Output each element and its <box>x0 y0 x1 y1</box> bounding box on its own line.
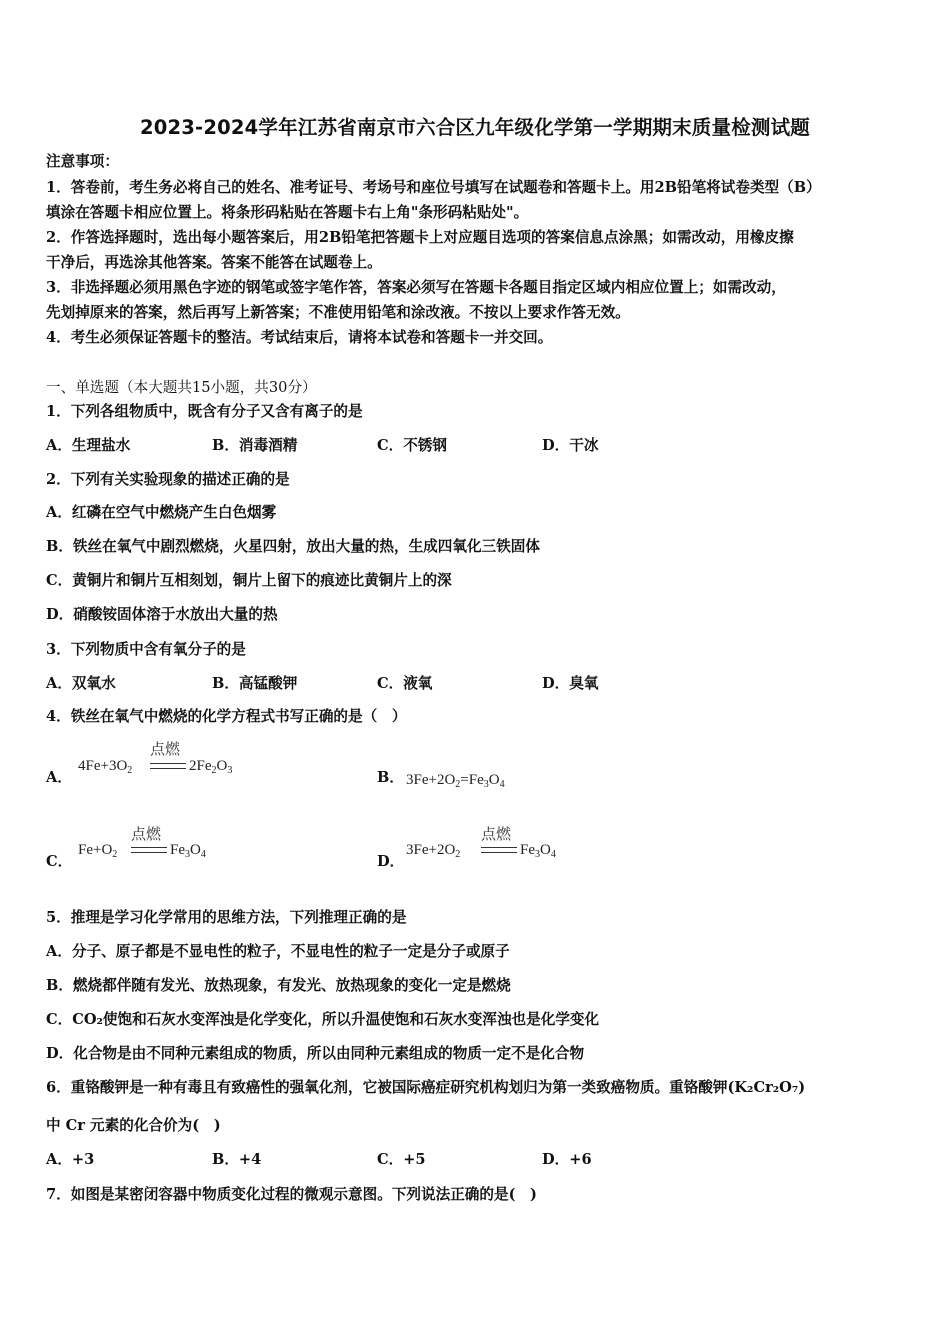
option-c: C．不锈钢 <box>377 437 447 454</box>
option-c: C．+5 <box>377 1151 426 1168</box>
notice-line: 3．非选择题必须用黑色字迹的钢笔或签字笔作答，答案必须写在答题卡各题目指定区域内相应位置上；如需改动， <box>46 279 786 296</box>
notice-line: 先划掉原来的答案，然后再写上新答案；不准使用铅笔和涂改液。不按以上要求作答无效。 <box>46 304 630 321</box>
section-heading: 一、单选题（本大题共15小题，共30分） <box>46 379 317 396</box>
question-stem: 5．推理是学习化学常用的思维方法，下列推理正确的是 <box>46 909 407 926</box>
option-a: A．生理盐水 <box>46 437 131 454</box>
option-a: A．双氧水 <box>46 675 116 692</box>
option-a: A．+3 <box>46 1151 95 1168</box>
condition-ignite: 点燃 <box>150 740 181 758</box>
condition-ignite: 点燃 <box>131 825 162 843</box>
option-b: B．消毒酒精 <box>212 437 298 454</box>
notice-line: 2．作答选择题时，选出每小题答案后，用2B铅笔把答题卡上对应题目选项的答案信息点涂黑；如需改动，用橡皮擦 <box>46 229 794 246</box>
notice-line: 填涂在答题卡相应位置上。将条形码粘贴在答题卡右上角"条形码粘贴处"。 <box>46 204 529 221</box>
page-title: 2023-2024学年江苏省南京市六合区九年级化学第一学期期末质量检测试题 <box>139 116 811 139</box>
option-d: D．化合物是由不同种元素组成的物质，所以由同种元素组成的物质一定不是化合物 <box>46 1045 585 1062</box>
question-stem: 1．下列各组物质中，既含有分子又含有离子的是 <box>46 403 363 420</box>
double-line-arrow <box>150 763 186 769</box>
option-b: B．高锰酸钾 <box>212 675 298 692</box>
equation-a-left: $4Fe+3O_2$ <box>78 758 133 776</box>
option-d: D．臭氧 <box>542 675 599 692</box>
option-b: B．燃烧都伴随有发光、放热现象，有发光、放热现象的变化一定是燃烧 <box>46 977 511 994</box>
question-stem: 4．铁丝在氧气中燃烧的化学方程式书写正确的是（ ） <box>46 708 407 725</box>
equation-b: $3Fe+2O_2=Fe_3O_4$ <box>406 772 505 790</box>
notice-line: 4．考生必须保证答题卡的整洁。考试结束后，请将本试卷和答题卡一并交回。 <box>46 329 553 346</box>
question-stem: 7．如图是某密闭容器中物质变化过程的微观示意图。下列说法正确的是( ) <box>46 1186 537 1203</box>
question-stem: 3．下列物质中含有氧分子的是 <box>46 641 246 658</box>
option-c: C．CO₂使饱和石灰水变浑浊是化学变化，所以升温使饱和石灰水变浑浊也是化学变化 <box>46 1011 600 1028</box>
equation-c-right: $Fe_3O_4$ <box>170 842 206 860</box>
question-stem: 6．重铬酸钾是一种有毒且有致癌性的强氧化剂，它被国际癌症研究机构划归为第一类致癌物质。重铬酸钾(K₂Cr₂O₇) <box>46 1079 806 1096</box>
option-d: D．+6 <box>542 1151 592 1168</box>
option-d-label: D． <box>377 853 405 870</box>
option-c: C．黄铜片和铜片互相刻划，铜片上留下的痕迹比黄铜片上的深 <box>46 572 452 589</box>
question-stem: 2．下列有关实验现象的描述正确的是 <box>46 471 290 488</box>
option-a: A．红磷在空气中燃烧产生白色烟雾 <box>46 504 277 521</box>
option-a-label: A． <box>46 769 72 786</box>
option-c: C．液氧 <box>377 675 433 692</box>
equation-d-right: $Fe_3O_4$ <box>520 842 556 860</box>
equation-c-left: $Fe+O_2$ <box>78 842 118 860</box>
equation-d-left: $3Fe+2O_2$ <box>406 842 461 860</box>
notice-heading: 注意事项： <box>46 153 119 170</box>
question-stem-cont: 中 Cr 元素的化合价为( ) <box>46 1117 221 1134</box>
notice-line: 干净后，再选涂其他答案。答案不能答在试题卷上。 <box>46 254 382 271</box>
option-c-label: C． <box>46 853 73 870</box>
option-d: D．干冰 <box>542 437 599 454</box>
double-line-arrow <box>481 847 517 853</box>
option-d: D．硝酸铵固体溶于水放出大量的热 <box>46 606 278 623</box>
option-a: A．分子、原子都是不显电性的粒子，不显电性的粒子一定是分子或原子 <box>46 943 510 960</box>
notice-line: 1．答卷前，考生务必将自己的姓名、准考证号、考场号和座位号填写在试题卷和答题卡上。用2B铅笔将试卷类型（B） <box>46 179 821 196</box>
option-b-label: B． <box>377 769 404 786</box>
equation-a-right: $2Fe_2O_3$ <box>189 758 233 776</box>
option-b: B．铁丝在氧气中剧烈燃烧，火星四射，放出大量的热，生成四氧化三铁固体 <box>46 538 540 555</box>
condition-ignite: 点燃 <box>481 825 512 843</box>
double-line-arrow <box>131 847 167 853</box>
option-b: B．+4 <box>212 1151 262 1168</box>
